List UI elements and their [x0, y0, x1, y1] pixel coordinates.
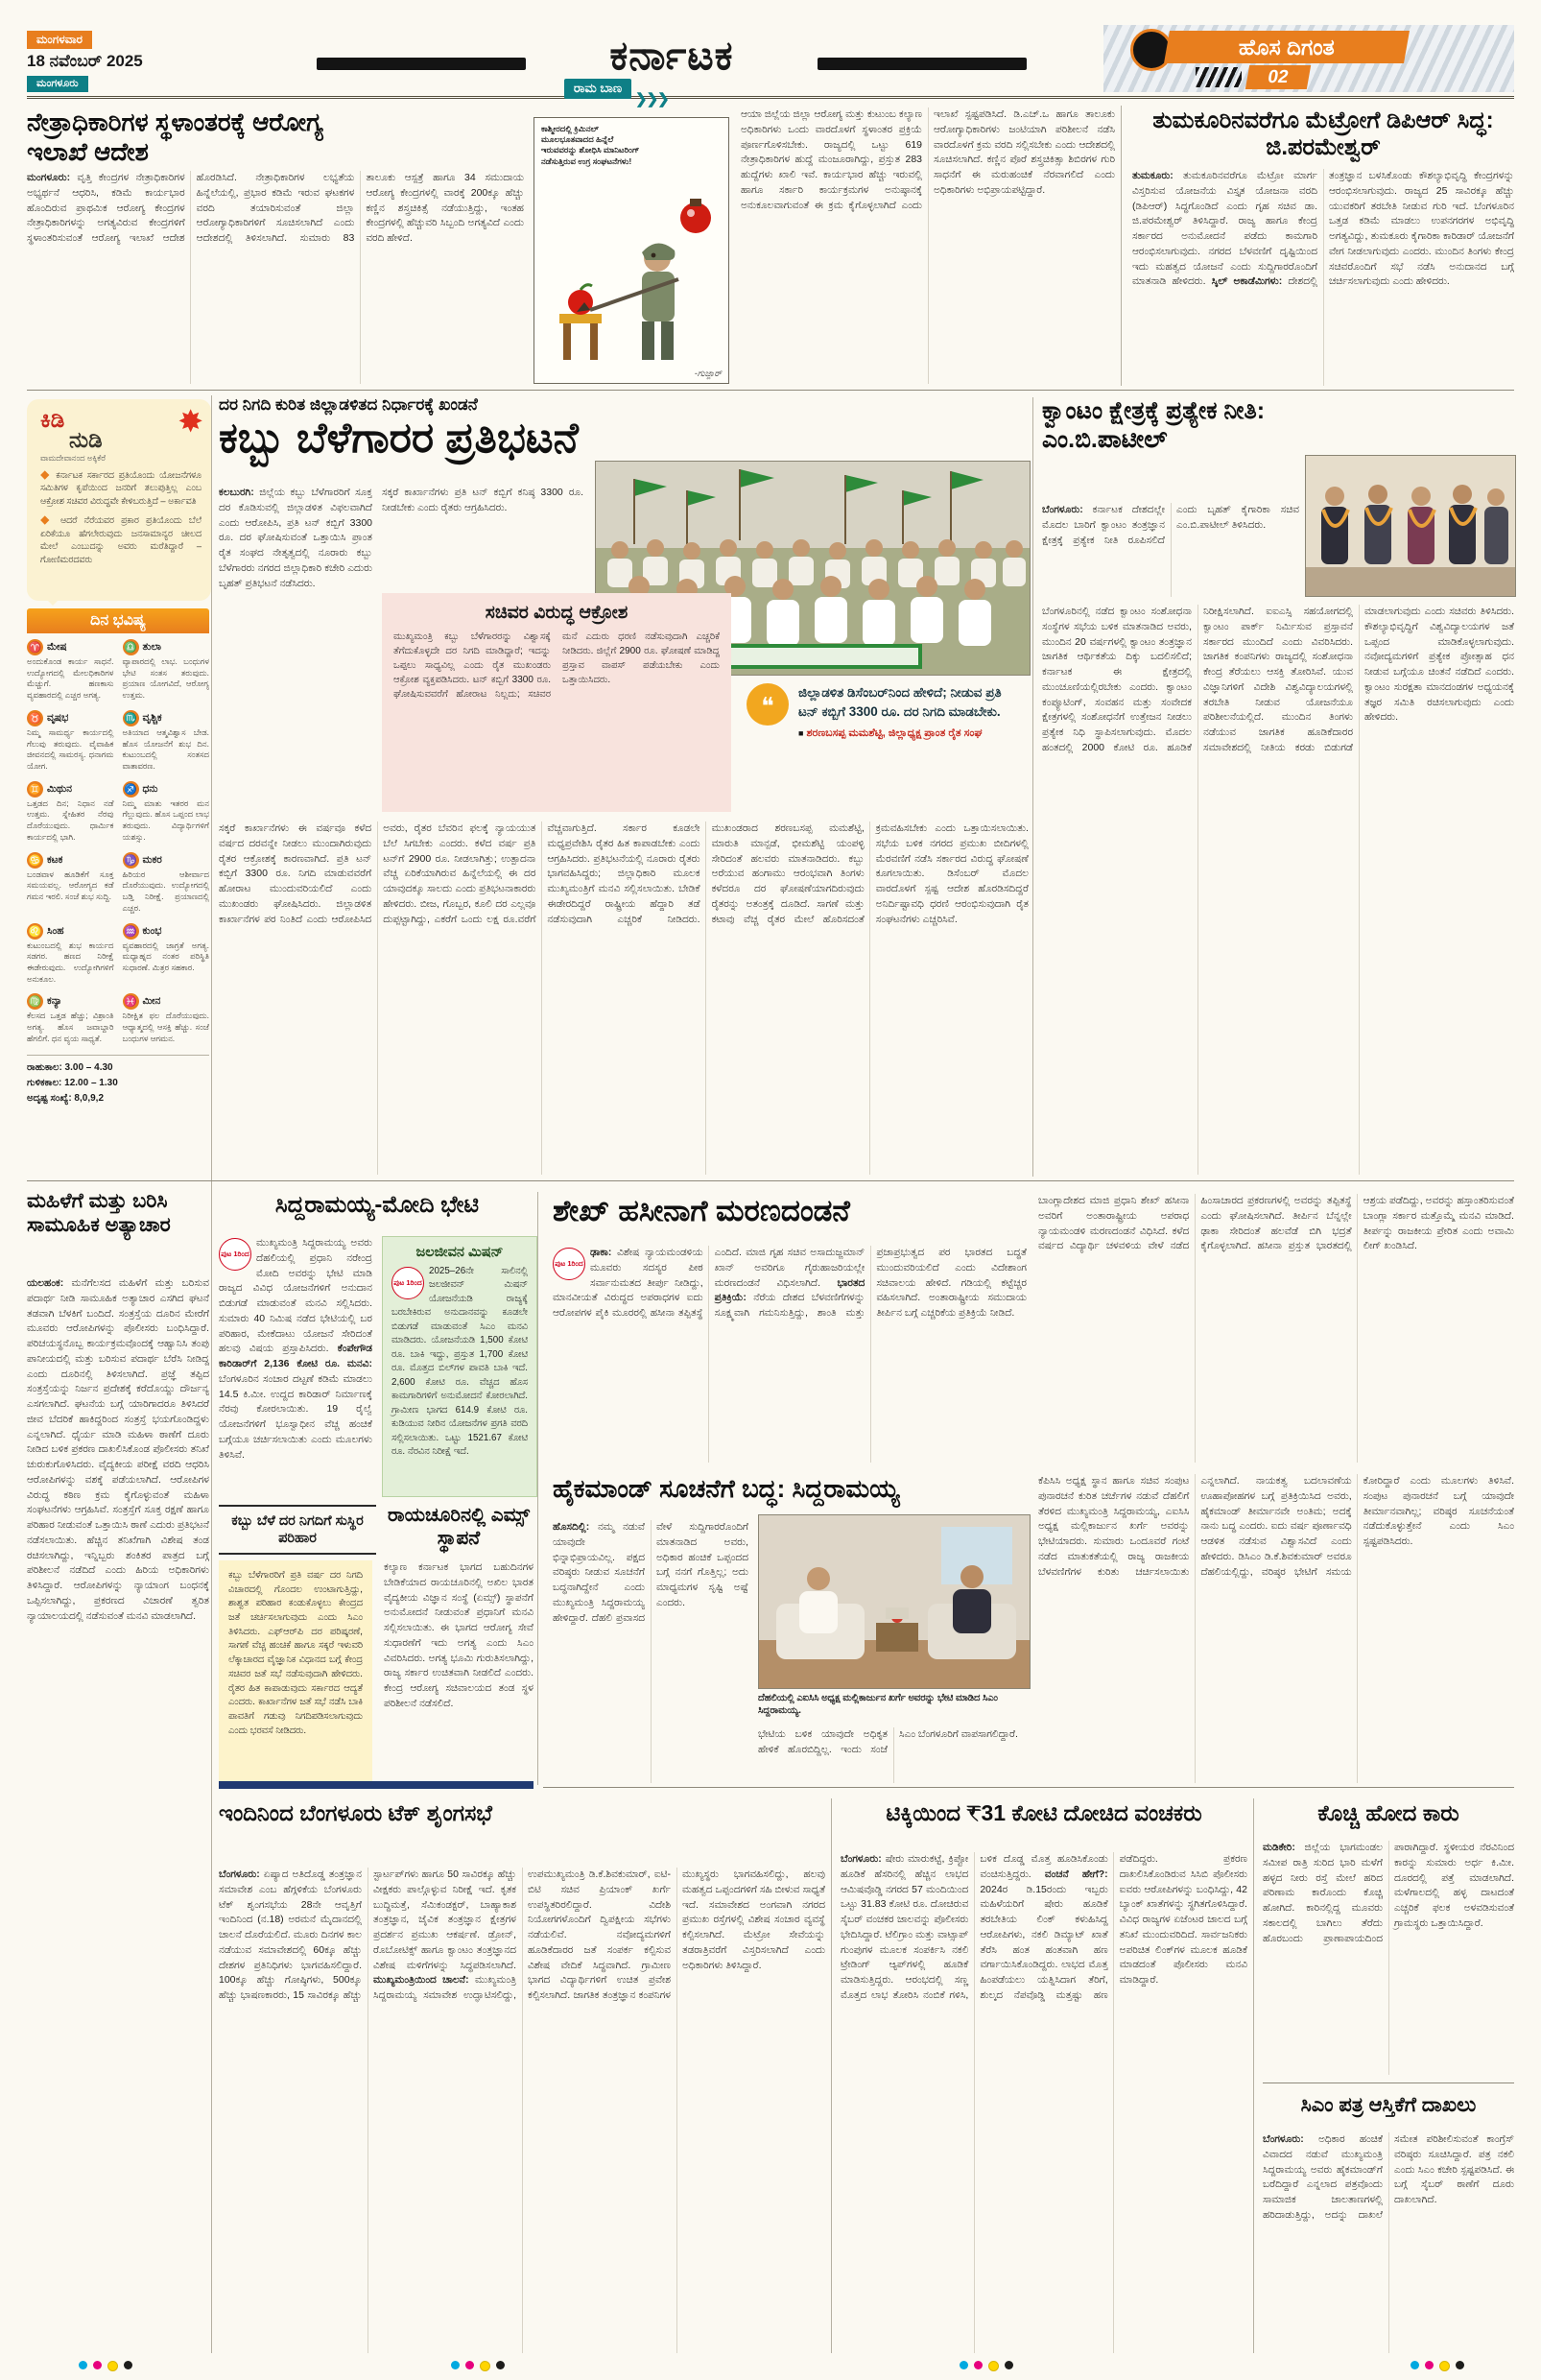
body-quantum-a: ಬೆಂಗಳೂರು: ಕರ್ನಾಟಕ ದೇಶದಲ್ಲೇ ಮೊದಲ ಬಾರಿಗೆ ಕ್ವಾಂಟಂ ತಂತ್ರಜ್ಞಾನ ಕ್ಷೇತ್ರಕ್ಕೆ ಪ್ರತ್ಯೇಕ ನೀತಿ ರೂಪಿಸಲಿದೆ ಎಂದು ಬೃಹತ್ ಕೈಗಾರಿಕಾ ಸಚಿವ ಎಂ.ಬಿ.ಪಾಟೀಲ್ ತಿಳಿಸಿದರು. — [1042, 504, 1299, 546]
body-health-2: ಆಯಾ ಜಿಲ್ಲೆಯ ಜಿಲ್ಲಾ ಆರೋಗ್ಯ ಮತ್ತು ಕುಟುಂಬ ಕಲ್ಯಾಣ ಅಧಿಕಾರಿಗಳು ಒಂದು ವಾರದೊಳಗೆ ಸ್ಥಳಾಂತರ ಪ್ರಕ್ರಿಯೆ ಪೂರ್ಣಗೊಳಿಸಬೇಕು. ರಾಜ್ಯದಲ್ಲಿ ಒಟ್ಟು 619 ನೇತ್ರಾಧಿಕಾರಿಗಳ ಹುದ್ದೆ ಮಂಜೂರಾಗಿದ್ದು, ಪ್ರಸ್ತುತ 283 ಹುದ್ದೆಗಳು ಖಾಲಿ ಇವೆ. ಕಾರ್ಯಭಾರ ಹೆಚ್ಚು ಇರುವಲ್ಲಿ ಹಾಗೂ ಸರ್ಕಾರಿ ಕಾರ್ಯಕ್ರಮಗಳ ಅನುಷ್ಠಾನಕ್ಕೆ ಅನುಕೂಲವಾಗುವಂತೆ ಈ ಕ್ರಮ ಕೈಗೊಳ್ಳಲಾಗಿದೆ ಎಂದು ಇಲಾಖೆ ಸ್ಪಷ್ಟಪಡಿಸಿದೆ. ಡಿ.ಎಚ್.ಒ ಹಾಗೂ ತಾಲೂಕು ಆರೋಗ್ಯಾಧಿಕಾರಿಗಳು ಜಂಟಿಯಾಗಿ ಪರಿಶೀಲನೆ ನಡೆಸಿ ವಾರದೊಳಗೆ ಕ್ರಮ ವರದಿ ಸಲ್ಲಿಸಬೇಕು ಎಂದು ಆದೇಶದಲ್ಲಿ ಸೂಚಿಸಲಾಗಿದೆ. ಕಣ್ಣಿನ ಪೊರೆ ಶಸ್ತ್ರಚಿಕಿತ್ಸಾ ಶಿಬಿರಗಳ ಗುರಿ ಸಾಧನೆಗೆ ಈ ಮರುಹಂಚಿಕೆ ನೆರವಾಗಲಿದೆ ಎಂದು ಅಧಿಕಾರಿಗಳು ಅಭಿಪ್ರಾಯಪಟ್ಟಿದ್ದಾರೆ. — [741, 108, 1115, 211]
headline-fraud: ಟಿಕ್ಕಿಯಿಂದ ₹31 ಕೋಟಿ ದೋಚಿದ ವಂಚಕರು — [886, 1800, 1202, 1825]
kidi-items — [40, 469, 202, 566]
registration-marks — [1411, 2361, 1464, 2371]
zodiac-name: ತುಲಾ — [142, 641, 161, 653]
zodiac-name: ಮಕರ — [142, 853, 162, 866]
headline-rape: ಮಹಿಳೆಗೆ ಮತ್ತು ಬರಿಸಿ ಸಾಮೂಹಿಕ ಅತ್ಯಾಚಾರ — [27, 1190, 171, 1236]
body-highcmd-right: ಕೆಪಿಸಿಸಿ ಅಧ್ಯಕ್ಷ ಸ್ಥಾನ ಹಾಗೂ ಸಚಿವ ಸಂಪುಟ ಪುನಾರಚನೆ ಕುರಿತ ಚರ್ಚೆಗಳ ನಡುವೆ ದೆಹಲಿಗೆ ತೆರಳಿದ ಮುಖ್ಯಮಂತ್ರಿ ಸಿದ್ದರಾಮಯ್ಯ, ಎಐಸಿಸಿ ಅಧ್ಯಕ್ಷ ಮಲ್ಲಿಕಾರ್ಜುನ ಖರ್ಗೆ ಅವರನ್ನು ಭೇಟಿಯಾದರು. ಸುಮಾರು ಒಂದೂವರೆ ಗಂಟೆ ನಡೆದ ಮಾತುಕತೆಯಲ್ಲಿ ರಾಜ್ಯ ರಾಜಕೀಯ ಬೆಳವಣಿಗೆಗಳ ಕುರಿತು ಚರ್ಚಿಸಲಾಯಿತು ಎನ್ನಲಾಗಿದೆ. ನಾಯಕತ್ವ ಬದಲಾವಣೆಯ ಊಹಾಪೋಹಗಳ ಬಗ್ಗೆ ಪ್ರತಿಕ್ರಿಯಿಸಿದ ಅವರು, ಹೈಕಮಾಂಡ್ ತೀರ್ಮಾನವೇ ಅಂತಿಮ; ಅದಕ್ಕೆ ನಾನು ಬದ್ಧ ಎಂದರು. ಐದು ವರ್ಷ ಪೂರ್ಣಾವಧಿ ಆಡಳಿತ ನಡೆಸುವ ವಿಶ್ವಾಸವಿದೆ ಎಂದು ಹೇಳಿದರು. ಡಿಸಿಎಂ ಡಿ.ಕೆ.ಶಿವಕುಮಾರ್ ಅವರೂ ದೆಹಲಿಯಲ್ಲಿದ್ದು, ವರಿಷ್ಠರ ಭೇಟಿಗೆ ಸಮಯ ಕೋರಿದ್ದಾರೆ ಎಂದು ಮೂಲಗಳು ತಿಳಿಸಿವೆ. ಸಂಪುಟ ಪುನಾರಚನೆ ಬಗ್ಗೆ ಯಾವುದೇ ತೀರ್ಮಾನವಾಗಿಲ್ಲ; ವರಿಷ್ಠರ ಸೂಚನೆಯಂತೆ ನಡೆದುಕೊಳ್ಳುತ್ತೇನೆ ಎಂದು ಸಿಎಂ ಸ್ಪಷ್ಟಪಡಿಸಿದರು. — [1038, 1475, 1514, 1578]
quote-icon — [747, 683, 789, 726]
cartoon-caption: ಕಾಶ್ಮೀರದಲ್ಲಿ ಕ್ರಿಮಿನಲ್ ಮೂಲಭೂತವಾದದ ಹಿನ್ನೆಲೆ ಇರುವವರನ್ನು ಶೋಧಿಸಿ ಮಾನಿಟರಿಂಗ್ ನಡೆಸುತ್ತಿರುವ ಉಗ್ರ ಸಂಘಟನೆಗಳು! — [541, 124, 640, 166]
headline-cmletter: ಸಿಎಂ ಪತ್ರ ಆಸ್ತಿಕೆಗೆ ದಾಖಲು — [1300, 2094, 1477, 2116]
registration-marks — [79, 2361, 132, 2371]
divider — [1263, 2082, 1514, 2083]
divider — [1253, 1798, 1254, 2353]
zodiac-icon: ♎ — [123, 639, 139, 655]
headline-highcmd: ಹೈಕಮಾಂಡ್ ಸೂಚನೆಗೆ ಬದ್ಧ: ಸಿದ್ದರಾಮಯ್ಯ — [553, 1474, 900, 1503]
horoscope-item — [123, 993, 210, 1044]
zodiac-name: ಸಿಂಹ — [47, 924, 64, 937]
headline-btech: ಇಂದಿನಿಂದ ಬೆಂಗಳೂರು ಟೆಕ್ ಶೃಂಗಸಭೆ — [219, 1800, 492, 1825]
zodiac-text: ನಿರೀಕ್ಷಿತ ಫಲ ದೊರೆಯುವುದು. ಆಧ್ಯಾತ್ಮದಲ್ಲಿ ಆಸಕ್ತಿ ಹೆಚ್ಚು. ಸಂಜೆ ಬಂಧುಗಳ ಆಗಮನ. — [122, 1011, 209, 1043]
zodiac-text: ಕೆಲಸದ ಒತ್ತಡ ಹೆಚ್ಚು; ವಿಶ್ರಾಂತಿ ಅಗತ್ಯ. ಹೊಸ ಜವಾಬ್ದಾರಿ ಹೆಗಲಿಗೆ. ಧನ ವ್ಯಯ ಸಾಧ್ಯತೆ. — [27, 1011, 114, 1043]
zodiac-name: ಕುಂಭ — [142, 924, 162, 937]
title-bar-left — [317, 58, 526, 70]
cartoon-signature: -ಗುಜ್ಜಾರ್ — [694, 369, 722, 378]
horoscope-item — [27, 852, 114, 915]
star-icon — [178, 403, 203, 440]
masthead-name: ಹೊಸ ದಿಗಂತ — [1164, 31, 1410, 63]
continued-from-page1-badge: ಪುಟ 1ರಿಂದ — [219, 1238, 251, 1271]
meeting-photo-caption: ದೆಹಲಿಯಲ್ಲಿ ಎಐಸಿಸಿ ಅಧ್ಯಕ್ಷ ಮಲ್ಲಿಕಾರ್ಜುನ ಖರ್ಗೆ ಅವರನ್ನು ಭೇಟಿ ಮಾಡಿದ ಸಿಎಂ ಸಿದ್ದರಾಮಯ್ಯ. — [758, 1693, 998, 1716]
quote-attribution: ■ ಶರಣಬಸಪ್ಪ ಮಮಶೆಟ್ಟಿ, ಜಿಲ್ಲಾಧ್ಯಕ್ಷ ಪ್ರಾಂತ ರೈತ ಸಂಘ — [798, 727, 983, 740]
body-fraud: ಬೆಂಗಳೂರು: ಷೇರು ಮಾರುಕಟ್ಟೆ, ಕ್ರಿಪ್ಟೋ ಹೂಡಿಕೆ ಹೆಸರಿನಲ್ಲಿ ಹೆಚ್ಚಿನ ಲಾಭದ ಆಮಿಷವೊಡ್ಡಿ ನಗರದ 57 ಮಂದಿಯಿಂದ ಒಟ್ಟು 31.83 ಕೋಟಿ ರೂ. ದೋಚಿರುವ ಸೈಬರ್ ವಂಚಕರ ಜಾಲವನ್ನು ಪೊಲೀಸರು ಭೇದಿಸಿದ್ದಾರೆ. ಟೆಲಿಗ್ರಾಂ ಮತ್ತು ವಾಟ್ಸಾಪ್ ಗುಂಪುಗಳ ಮೂಲಕ ಸಂಪರ್ಕಿಸಿ ನಕಲಿ ಟ್ರೇಡಿಂಗ್ ಆ್ಯಪ್‌ಗಳಲ್ಲಿ ಹೂಡಿಕೆ ಮಾಡಿಸುತ್ತಿದ್ದರು. ಆರಂಭದಲ್ಲಿ ಸಣ್ಣ ಮೊತ್ತದ ಲಾಭ ತೋರಿಸಿ ನಂಬಿಕೆ ಗಳಿಸಿ, ಬಳಿಕ ದೊಡ್ಡ ಮೊತ್ತ ಹೂಡಿಸಿಕೊಂಡು ವಂಚಿಸುತ್ತಿದ್ದರು. ವಂಚನೆ ಹೇಗೆ?: 2024ರ ಡಿ.15ರಂದು ಇಬ್ಬರು ಮಹಿಳೆಯರಿಗೆ ಷೇರು ಹೂಡಿಕೆ ತರಬೇತಿಯ ಲಿಂಕ್ ಕಳುಹಿಸಿದ್ದ ಆರೋಪಿಗಳು, ನಕಲಿ ಡಿಮ್ಯಾಟ್ ಖಾತೆ ತೆರೆಸಿ ಹಂತ ಹಂತವಾಗಿ ಹಣ ವರ್ಗಾಯಿಸಿಕೊಂಡಿದ್ದರು. ಲಾಭದ ಮೊತ್ತ ಹಿಂಪಡೆಯಲು ಯತ್ನಿಸಿದಾಗ ತೆರಿಗೆ, ಶುಲ್ಕದ ನೆಪವೊಡ್ಡಿ ಮತ್ತಷ್ಟು ಹಣ ಪಡೆದಿದ್ದರು. ಪ್ರಕರಣ ದಾಖಲಿಸಿಕೊಂಡಿರುವ ಸಿಸಿಬಿ ಪೊಲೀಸರು ಐವರು ಆರೋಪಿಗಳನ್ನು ಬಂಧಿಸಿದ್ದು, 42 ಬ್ಯಾಂಕ್ ಖಾತೆಗಳನ್ನು ಸ್ಥಗಿತಗೊಳಿಸಿದ್ದಾರೆ. ವಿವಿಧ ರಾಜ್ಯಗಳ ಏಜೆಂಟರ ಜಾಲದ ಬಗ್ಗೆ ತನಿಖೆ ಮುಂದುವರಿದಿದೆ. ಸಾರ್ವಜನಿಕರು ಅಪರಿಚಿತ ಲಿಂಕ್‌ಗಳ ಮೂಲಕ ಹೂಡಿಕೆ ಮಾಡದಂತೆ ಪೊಲೀಸರು ಮನವಿ ಮಾಡಿದ್ದಾರೆ. — [841, 1853, 1247, 2001]
zodiac-name: ಕಟಕ — [47, 853, 63, 866]
rahu-kala: ರಾಹುಕಾಲ: 3.00 – 4.30 — [27, 1061, 113, 1073]
body-car: ಮಡಿಕೇರಿ: ಜಿಲ್ಲೆಯ ಭಾಗಮಂಡಲ ಸಮೀಪ ರಾತ್ರಿ ಸುರಿದ ಭಾರಿ ಮಳೆಗೆ ಹಳ್ಳದ ನೀರು ರಸ್ತೆ ಮೇಲೆ ಹರಿದ ಪರಿಣಾಮ ಕಾರೊಂದು ಕೊಚ್ಚಿ ಹೋಗಿದೆ. ಕಾರಿನಲ್ಲಿದ್ದ ಮೂವರು ಸಕಾಲದಲ್ಲಿ ಬಾಗಿಲು ತೆರೆದು ಹೊರಬಂದು ಪ್ರಾಣಾಪಾಯದಿಂದ ಪಾರಾಗಿದ್ದಾರೆ. ಸ್ಥಳೀಯರ ನೆರವಿನಿಂದ ಕಾರನ್ನು ಸುಮಾರು ಅರ್ಧ ಕಿ.ಮೀ. ದೂರದಲ್ಲಿ ಪತ್ತೆ ಮಾಡಲಾಗಿದೆ. ಮಳೆಗಾಲದಲ್ಲಿ ಹಳ್ಳ ದಾಟದಂತೆ ಎಚ್ಚರಿಕೆ ಫಲಕ ಅಳವಡಿಸುವಂತೆ ಗ್ರಾಮಸ್ಥರು ಒತ್ತಾಯಿಸಿದ್ದಾರೆ. — [1263, 1842, 1514, 1944]
headline-health: ನೇತ್ರಾಧಿಕಾರಿಗಳ ಸ್ಥಳಾಂತರಕ್ಕೆ ಆರೋಗ್ಯ ಇಲಾಖೆ ಆದೇಶ — [27, 107, 323, 166]
horoscope-title: ದಿನ ಭವಿಷ್ಯ — [27, 608, 209, 633]
zodiac-text: ಅಂದುಕೊಂಡ ಕಾರ್ಯ ಸಾಧನೆ. ಉದ್ಯೋಗದಲ್ಲಿ ಮೇಲಧಿಕಾರಿಗಳ ಮೆಚ್ಚುಗೆ. ಹಣಕಾಸು ವ್ಯವಹಾರದಲ್ಲಿ ಎಚ್ಚರ ಅಗತ್ಯ. — [27, 656, 114, 701]
zodiac-icon: ♒ — [123, 923, 139, 940]
title-bar-right — [818, 58, 1027, 70]
zodiac-icon: ♌ — [27, 923, 43, 940]
zodiac-icon: ♐ — [123, 781, 139, 797]
horoscope-grid — [27, 633, 209, 1051]
headline-car: ಕೊಚ್ಚಿ ಹೋದ ಕಾರು — [1317, 1800, 1459, 1825]
body-metro: ತುಮಕೂರು: ತುಮಕೂರಿನವರೆಗೂ ಮೆಟ್ರೋ ಮಾರ್ಗ ವಿಸ್ತರಿಸುವ ಯೋಜನೆಯ ವಿಸ್ತೃತ ಯೋಜನಾ ವರದಿ (ಡಿಪಿಆರ್) ಸಿದ್ಧಗೊಂಡಿದೆ ಎಂದು ಗೃಹ ಸಚಿವ ಡಾ. ಜಿ.ಪರಮೇಶ್ವರ್ ತಿಳಿಸಿದ್ದಾರೆ. ರಾಜ್ಯ ಹಾಗೂ ಕೇಂದ್ರ ಸರ್ಕಾರದ ಅನುಮೋದನೆ ಪಡೆದು ಕಾಮಗಾರಿ ಆರಂಭಿಸಲಾಗುವುದು. ನಗರದ ಬೆಳವಣಿಗೆ ದೃಷ್ಟಿಯಿಂದ ಇದು ಮಹತ್ವದ ಯೋಜನೆ ಎಂದು ಸುದ್ದಿಗಾರರೊಂದಿಗೆ ಮಾತನಾಡಿ ಹೇಳಿದರು. ಸ್ಕಿಲ್ ಅಕಾಡೆಮಿಗಳು: ದೇಶದಲ್ಲಿ ತಂತ್ರಜ್ಞಾನ ಬಳಸಿಕೊಂಡು ಕೌಶಲ್ಯಾಭಿವೃದ್ಧಿ ಕೇಂದ್ರಗಳನ್ನು ಆರಂಭಿಸಲಾಗುವುದು. ರಾಜ್ಯದ 25 ಸಾವಿರಕ್ಕೂ ಹೆಚ್ಚು ಯುವಕರಿಗೆ ತರಬೇತಿ ನೀಡುವ ಗುರಿ ಇದೆ. ಬೆಂಗಳೂರಿನ ಒತ್ತಡ ಕಡಿಮೆ ಮಾಡಲು ಉಪನಗರಗಳ ಅಭಿವೃದ್ಧಿ ಅಗತ್ಯವಿದ್ದು, ತುಮಕೂರು ಕೈಗಾರಿಕಾ ಕಾರಿಡಾರ್ ಯೋಜನೆಗೆ ವೇಗ ನೀಡಲಾಗುವುದು ಎಂದರು. ಮುಂದಿನ ತಿಂಗಳು ಕೇಂದ್ರ ಸಚಿವರೊಂದಿಗೆ ಸಭೆ ನಡೆಸಿ ಅನುದಾನದ ಬಗ್ಗೆ ಚರ್ಚಿಸಲಾಗುವುದು ಎಂದು ಹೇಳಿದರು. — [1132, 170, 1514, 288]
zodiac-name: ವೃಶ್ಚಿಕ — [142, 711, 162, 724]
zodiac-name: ಮಿಥುನ — [47, 782, 72, 795]
zodiac-icon: ♋ — [27, 852, 43, 869]
cartoon-tag: ರಾಮ ಬಾಣ — [564, 79, 631, 99]
body-btech: ಬೆಂಗಳೂರು: ಏಷ್ಯಾದ ಅತಿದೊಡ್ಡ ತಂತ್ರಜ್ಞಾನ ಸಮಾವೇಶ ಎಂಬ ಹೆಗ್ಗಳಿಕೆಯ ಬೆಂಗಳೂರು ಟೆಕ್ ಶೃಂಗಸಭೆಯ 28ನೇ ಆವೃತ್ತಿಗೆ ಇಂದಿನಿಂದ (ನ.18) ಅರಮನೆ ಮೈದಾನದಲ್ಲಿ ಚಾಲನೆ ದೊರೆಯಲಿದೆ. ಮೂರು ದಿನಗಳ ಕಾಲ ನಡೆಯುವ ಸಮಾವೇಶದಲ್ಲಿ 60ಕ್ಕೂ ಹೆಚ್ಚು ದೇಶಗಳ ಪ್ರತಿನಿಧಿಗಳು ಭಾಗವಹಿಸಲಿದ್ದಾರೆ. 100ಕ್ಕೂ ಹೆಚ್ಚು ಗೋಷ್ಠಿಗಳು, 500ಕ್ಕೂ ಹೆಚ್ಚು ಭಾಷಣಕಾರರು, 15 ಸಾವಿರಕ್ಕೂ ಹೆಚ್ಚು ಸ್ಟಾರ್ಟಪ್‌ಗಳು ಹಾಗೂ 50 ಸಾವಿರಕ್ಕೂ ಹೆಚ್ಚು ವೀಕ್ಷಕರು ಪಾಲ್ಗೊಳ್ಳುವ ನಿರೀಕ್ಷೆ ಇದೆ. ಕೃತಕ ಬುದ್ಧಿಮತ್ತೆ, ಸೆಮಿಕಂಡಕ್ಟರ್, ಬಾಹ್ಯಾಕಾಶ ತಂತ್ರಜ್ಞಾನ, ಜೈವಿಕ ತಂತ್ರಜ್ಞಾನ ಕ್ಷೇತ್ರಗಳ ಪ್ರದರ್ಶನ ಪ್ರಮುಖ ಆಕರ್ಷಣೆ. ಡ್ರೋನ್, ರೊಬೋಟಿಕ್ಸ್ ಹಾಗೂ ಕ್ವಾಂಟಂ ತಂತ್ರಜ್ಞಾನದ ವಿಶೇಷ ಮಳಿಗೆಗಳನ್ನು ಸಿದ್ಧಪಡಿಸಲಾಗಿದೆ. ಮುಖ್ಯಮಂತ್ರಿಯಿಂದ ಚಾಲನೆ: ಮುಖ್ಯಮಂತ್ರಿ ಸಿದ್ದರಾಮಯ್ಯ ಸಮಾವೇಶ ಉದ್ಘಾಟಿಸಲಿದ್ದು, ಉಪಮುಖ್ಯಮಂತ್ರಿ ಡಿ.ಕೆ.ಶಿವಕುಮಾರ್, ಐಟಿ-ಬಿಟಿ ಸಚಿವ ಪ್ರಿಯಾಂಕ್ ಖರ್ಗೆ ಉಪಸ್ಥಿತರಿರಲಿದ್ದಾರೆ. ವಿದೇಶಿ ನಿಯೋಗಗಳೊಂದಿಗೆ ದ್ವಿಪಕ್ಷೀಯ ಸಭೆಗಳು ನಡೆಯಲಿವೆ. ನವೋದ್ಯಮಗಳಿಗೆ ಹೂಡಿಕೆದಾರರ ಜತೆ ಸಂಪರ್ಕ ಕಲ್ಪಿಸುವ ವಿಶೇಷ ವೇದಿಕೆ ಸಿದ್ಧವಾಗಿದೆ. ಗ್ರಾಮೀಣ ಭಾಗದ ವಿದ್ಯಾರ್ಥಿಗಳಿಗೆ ಉಚಿತ ಪ್ರವೇಶ ಕಲ್ಪಿಸಲಾಗಿದೆ. ಜಾಗತಿಕ ತಂತ್ರಜ್ಞಾನ ಕಂಪನಿಗಳ ಮುಖ್ಯಸ್ಥರು ಭಾಗವಹಿಸಲಿದ್ದು, ಹಲವು ಮಹತ್ವದ ಒಪ್ಪಂದಗಳಿಗೆ ಸಹಿ ಬೀಳುವ ಸಾಧ್ಯತೆ ಇದೆ. ಸಮಾವೇಶದ ಅಂಗವಾಗಿ ನಗರದ ಪ್ರಮುಖ ರಸ್ತೆಗಳಲ್ಲಿ ವಿಶೇಷ ಸಂಚಾರ ವ್ಯವಸ್ಥೆ ಕಲ್ಪಿಸಲಾಗಿದೆ. ಮೆಟ್ರೋ ಸೇವೆಯನ್ನು ತಡರಾತ್ರಿವರೆಗೆ ವಿಸ್ತರಿಸಲಾಗಿದೆ ಎಂದು ಅಧಿಕಾರಿಗಳು ತಿಳಿಸಿದ್ದಾರೆ. — [219, 1868, 825, 2001]
masthead — [1103, 25, 1514, 92]
zodiac-icon: ♍ — [27, 993, 43, 1010]
zodiac-icon: ♑ — [123, 852, 139, 869]
zodiac-icon: ♏ — [123, 710, 139, 726]
zodiac-text: ಅತಿಯಾದ ಆತ್ಮವಿಶ್ವಾಸ ಬೇಡ. ಹೊಸ ಯೋಜನೆಗೆ ಶುಭ ದಿನ. ಕುಟುಂಬದಲ್ಲಿ ಸಂತಸದ ವಾತಾವರಣ. — [122, 726, 209, 772]
zodiac-text: ನಿಮ್ಮ ಮಾತು ಇತರರ ಮನ ಗೆಲ್ಲುವುದು. ಹೊಸ ಒಪ್ಪಂದ ಲಾಭ ತರುವುದು. ವಿದ್ಯಾರ್ಥಿಗಳಿಗೆ ಯಶಸ್ಸು. — [122, 797, 209, 842]
zodiac-text: ಬಂಡವಾಳ ಹೂಡಿಕೆಗೆ ಸೂಕ್ತ ಸಮಯವಲ್ಲ. ಆರೋಗ್ಯದ ಕಡೆ ಗಮನ ಇರಲಿ. ಸಂಜೆ ಶುಭ ಸುದ್ದಿ. — [27, 869, 114, 902]
horoscope-item — [27, 993, 114, 1044]
body-hasina-a: ಬಾಂಗ್ಲಾದೇಶದ ಮಾಜಿ ಪ್ರಧಾನಿ ಶೇಖ್ ಹಸೀನಾ ಅವರಿಗೆ ಅಂತಾರಾಷ್ಟ್ರೀಯ ಅಪರಾಧ ನ್ಯಾಯಮಂಡಳಿ ಮರಣದಂಡನೆ ವಿಧಿಸಿದೆ. ಕಳೆದ ವರ್ಷದ ವಿದ್ಯಾರ್ಥಿ ಚಳವಳಿಯ ವೇಳೆ ನಡೆದ ಹಿಂಸಾಚಾರದ ಪ್ರಕರಣಗಳಲ್ಲಿ ಅವರನ್ನು ತಪ್ಪಿತಸ್ಥೆ ಎಂದು ಘೋಷಿಸಲಾಗಿದೆ. ತೀರ್ಪಿನ ಬೆನ್ನಲ್ಲೇ ಢಾಕಾ ಸೇರಿದಂತೆ ಹಲವೆಡೆ ಬಿಗಿ ಭದ್ರತೆ ಕೈಗೊಳ್ಳಲಾಗಿದೆ. ಹಸೀನಾ ಪ್ರಸ್ತುತ ಭಾರತದಲ್ಲಿ ಆಶ್ರಯ ಪಡೆದಿದ್ದು, ಅವರನ್ನು ಹಸ್ತಾಂತರಿಸುವಂತೆ ಬಾಂಗ್ಲಾ ಸರ್ಕಾರ ಮತ್ತೊಮ್ಮೆ ಮನವಿ ಮಾಡಿದೆ. ತೀರ್ಪನ್ನು ರಾಜಕೀಯ ಪ್ರೇರಿತ ಎಂದು ಅವಾಮಿ ಲೀಗ್ ಖಂಡಿಸಿದೆ. — [1038, 1195, 1514, 1252]
horoscope-footer — [27, 1055, 209, 1107]
zodiac-text: ವ್ಯಾಪಾರದಲ್ಲಿ ಲಾಭ. ಬಂಧುಗಳ ಭೇಟಿ ಸಂತಸ ತರುವುದು. ಪ್ರಯಾಣ ಯೋಗವಿದೆ, ಆರೋಗ್ಯ ಉತ್ತಮ. — [122, 656, 209, 701]
registration-marks — [451, 2361, 505, 2371]
sugarfix-title: ಕಬ್ಬು ಬೆಳೆ ದರ ನಿಗದಿಗೆ ಸುಸ್ಥಿರ ಪರಿಹಾರ — [219, 1505, 376, 1555]
body-highcmd-left: ಹೊಸದಿಲ್ಲಿ: ನಮ್ಮ ನಡುವೆ ಯಾವುದೇ ಭಿನ್ನಾಭಿಪ್ರಾಯವಿಲ್ಲ. ಪಕ್ಷದ ವರಿಷ್ಠರು ನೀಡುವ ಸೂಚನೆಗೆ ಬದ್ಧನಾಗಿದ್ದೇನೆ ಎಂದು ಮುಖ್ಯಮಂತ್ರಿ ಸಿದ್ದರಾಮಯ್ಯ ಹೇಳಿದ್ದಾರೆ. ದೆಹಲಿ ಪ್ರವಾಸದ ವೇಳೆ ಸುದ್ದಿಗಾರರೊಂದಿಗೆ ಮಾತನಾಡಿದ ಅವರು, ಅಧಿಕಾರ ಹಂಚಿಕೆ ಒಪ್ಪಂದದ ಬಗ್ಗೆ ನನಗೆ ಗೊತ್ತಿಲ್ಲ; ಅದು ಮಾಧ್ಯಮಗಳ ಸೃಷ್ಟಿ ಅಷ್ಟೆ ಎಂದರು. — [553, 1521, 748, 1624]
body-quantum-b: ಬೆಂಗಳೂರಿನಲ್ಲಿ ನಡೆದ ಕ್ವಾಂಟಂ ಸಂಶೋಧನಾ ಸಂಸ್ಥೆಗಳ ಸಭೆಯ ಬಳಿಕ ಮಾತನಾಡಿದ ಅವರು, ಮುಂದಿನ 20 ವರ್ಷಗಳಲ್ಲಿ ಕ್ವಾಂಟಂ ತಂತ್ರಜ್ಞಾನ ಜಾಗತಿಕ ಆರ್ಥಿಕತೆಯ ದಿಕ್ಕು ಬದಲಿಸಲಿದೆ; ಕರ್ನಾಟಕ ಈ ಕ್ಷೇತ್ರದಲ್ಲಿ ಮುಂಚೂಣಿಯಲ್ಲಿರಬೇಕು ಎಂದರು. ಕ್ವಾಂಟಂ ಕಂಪ್ಯೂಟಿಂಗ್, ಸಂವಹನ ಮತ್ತು ಸಂವೇದಕ ಕ್ಷೇತ್ರಗಳಲ್ಲಿ ಸಂಶೋಧನೆಗೆ ಉತ್ತೇಜನ ನೀಡಲು ಪ್ರತ್ಯೇಕ ನಿಧಿ ಸ್ಥಾಪಿಸಲಾಗುವುದು. ಮೊದಲ ಹಂತದಲ್ಲಿ 2000 ಕೋಟಿ ರೂ. ಹೂಡಿಕೆ ನಿರೀಕ್ಷಿಸಲಾಗಿದೆ. ಐಐಎಸ್ಸಿ ಸಹಯೋಗದಲ್ಲಿ ಕ್ವಾಂಟಂ ಪಾರ್ಕ್ ನಿರ್ಮಿಸುವ ಪ್ರಸ್ತಾವನೆ ಸರ್ಕಾರದ ಮುಂದಿದೆ ಎಂದು ವಿವರಿಸಿದರು. ಜಾಗತಿಕ ಕಂಪನಿಗಳು ರಾಜ್ಯದಲ್ಲಿ ಸಂಶೋಧನಾ ಕೇಂದ್ರ ತೆರೆಯಲು ಆಸಕ್ತಿ ತೋರಿಸಿವೆ. ಯುವ ವಿಜ್ಞಾನಿಗಳಿಗೆ ವಿದೇಶಿ ವಿಶ್ವವಿದ್ಯಾಲಯಗಳಲ್ಲಿ ತರಬೇತಿ ನೀಡುವ ಯೋಜನೆಯೂ ಪರಿಶೀಲನೆಯಲ್ಲಿದೆ. ಮುಂದಿನ ತಿಂಗಳು ನಡೆಯುವ ಜಾಗತಿಕ ಹೂಡಿಕೆದಾರರ ಸಮಾವೇಶದಲ್ಲಿ ನೀತಿಯ ಕರಡು ಬಿಡುಗಡೆ ಮಾಡಲಾಗುವುದು ಎಂದು ಸಚಿವರು ತಿಳಿಸಿದರು. ಕೌಶಲ್ಯಾಭಿವೃದ್ಧಿಗೆ ವಿಶ್ವವಿದ್ಯಾಲಯಗಳ ಜತೆ ಒಪ್ಪಂದ ಮಾಡಿಕೊಳ್ಳಲಾಗುವುದು. ನವೋದ್ಯಮಗಳಿಗೆ ಪ್ರತ್ಯೇಕ ಪ್ರೋತ್ಸಾಹ ಧನ ನೀಡುವ ಬಗ್ಗೆಯೂ ಚಿಂತನೆ ನಡೆದಿದೆ ಎಂದರು. ಕ್ವಾಂಟಂ ಸುರಕ್ಷತಾ ಮಾನದಂಡಗಳ ಅಧ್ಯಯನಕ್ಕೆ ತಜ್ಞರ ಸಮಿತಿ ರಚಿಸಲಾಗುವುದು ಎಂದು ಹೇಳಿದರು. — [1042, 606, 1514, 753]
kidi-title-1: ಕಿಡಿ — [40, 407, 65, 432]
body-highcmd-center: ಭೇಟಿಯ ಬಳಿಕ ಯಾವುದೇ ಅಧಿಕೃತ ಹೇಳಿಕೆ ಹೊರಬಿದ್ದಿಲ್ಲ. ಇಂದು ಸಂಜೆ ಸಿಎಂ ಬೆಂಗಳೂರಿಗೆ ವಾಪಸಾಗಲಿದ್ದಾರೆ. — [758, 1728, 1018, 1755]
zodiac-icon: ♈ — [27, 639, 43, 655]
body-cmletter: ಬೆಂಗಳೂರು: ಅಧಿಕಾರ ಹಂಚಿಕೆ ವಿವಾದದ ನಡುವೆ ಮುಖ್ಯಮಂತ್ರಿ ಸಿದ್ದರಾಮಯ್ಯ ಅವರು ಹೈಕಮಾಂಡ್‌ಗೆ ಬರೆದಿದ್ದಾರೆ ಎನ್ನಲಾದ ಪತ್ರವೊಂದು ಸಾಮಾಜಿಕ ಜಾಲತಾಣಗಳಲ್ಲಿ ಹರಿದಾಡುತ್ತಿದ್ದು, ಅದನ್ನು ದಾಖಲೆ ಸಮೇತ ಪರಿಶೀಲಿಸುವಂತೆ ಕಾಂಗ್ರೆಸ್ ವರಿಷ್ಠರು ಸೂಚಿಸಿದ್ದಾರೆ. ಪತ್ರ ನಕಲಿ ಎಂದು ಸಿಎಂ ಕಚೇರಿ ಸ್ಪಷ್ಟಪಡಿಸಿದೆ. ಈ ಬಗ್ಗೆ ಸೈಬರ್ ಠಾಣೆಗೆ ದೂರು ದಾಖಲಾಗಿದೆ. — [1263, 2133, 1514, 2221]
divider — [211, 395, 212, 2353]
sugarfix-body: ಕಬ್ಬು ಬೆಳೆಗಾರರಿಗೆ ಪ್ರತಿ ವರ್ಷ ದರ ನಿಗದಿ ವಿಚಾರದಲ್ಲಿ ಗೊಂದಲ ಉಂಟಾಗುತ್ತಿದ್ದು, ಶಾಶ್ವತ ಪರಿಹಾರ ಕಂಡುಕೊಳ್ಳಲು ಕೇಂದ್ರದ ಜತೆ ಚರ್ಚಿಸಲಾಗುವುದು ಎಂದು ಸಿಎಂ ತಿಳಿಸಿದರು. ಎಫ್‌ಆರ್‌ಪಿ ದರ ಪರಿಷ್ಕರಣೆ, ಸಾಗಣೆ ವೆಚ್ಚ ಹಂಚಿಕೆ ಹಾಗೂ ಸಕ್ಕರೆ ಇಳುವರಿ ಲೆಕ್ಕಾಚಾರದ ವೈಜ್ಞಾನಿಕ ವಿಧಾನದ ಬಗ್ಗೆ ಕೇಂದ್ರ ಸಚಿವರ ಜತೆ ಸಭೆ ನಡೆಸುವುದಾಗಿ ಹೇಳಿದರು. ರೈತರ ಹಿತ ಕಾಪಾಡುವುದು ಸರ್ಕಾರದ ಆದ್ಯತೆ ಎಂದರು. ಕಾರ್ಖಾನೆಗಳ ಜತೆ ಸಭೆ ನಡೆಸಿ ಬಾಕಿ ಪಾವತಿಗೆ ಗಡುವು ನಿಗದಿಪಡಿಸಲಾಗುವುದು ಎಂದು ಭರವಸೆ ನೀಡಿದರು. — [219, 1560, 372, 1787]
jal-jeevan-body: ಪುಟ 1ರಿಂದ 2025–26ನೇ ಸಾಲಿನಲ್ಲಿ ಜಲಜೀವನ್ ಮಿಷನ್ ಯೋಜನೆಯಡಿ ರಾಜ್ಯಕ್ಕೆ ಬರಬೇಕಿರುವ ಅನುದಾನವನ್ನು ಕೂಡಲೇ ಬಿಡುಗಡೆ ಮಾಡುವಂತೆ ಸಿಎಂ ಮನವಿ ಮಾಡಿದರು. ಯೋಜನೆಯಡಿ 1,500 ಕೋಟಿ ರೂ. ಬಾಕಿ ಇದ್ದು, ಪ್ರಸ್ತುತ 1,700 ಕೋಟಿ ರೂ. ಮೊತ್ತದ ಬಿಲ್‌ಗಳ ಪಾವತಿ ಬಾಕಿ ಇದೆ. 2,600 ಕೋಟಿ ರೂ. ವೆಚ್ಚದ ಹೊಸ ಕಾಮಗಾರಿಗಳಿಗೆ ಅನುಮೋದನೆ ಕೋರಲಾಗಿದೆ. ಗ್ರಾಮೀಣ ಭಾಗದ 614.9 ಕೋಟಿ ರೂ. ಕುಡಿಯುವ ನೀರಿನ ಯೋಜನೆಗಳ ಪ್ರಗತಿ ವರದಿ ಸಲ್ಲಿಸಲಾಯಿತು. ಒಟ್ಟು 1521.67 ಕೋಟಿ ರೂ. ನೆರವಿನ ನಿರೀಕ್ಷೆ ಇದೆ. — [391, 1266, 528, 1458]
headline-hasina: ಶೇಖ್ ಹಸೀನಾಗೆ ಮರಣದಂಡನೆ — [553, 1194, 850, 1227]
headline-aiims: ರಾಯಚೂರಿನಲ್ಲಿ ಎಮ್ಸ್ ಸ್ಥಾಪನೆ — [387, 1505, 531, 1549]
meeting-photo-drawing — [759, 1515, 1030, 1688]
headline-sidmodi: ಸಿದ್ದರಾಮಯ್ಯ-ಮೋದಿ ಭೇಟಿ — [274, 1192, 480, 1218]
continued-from-page1-badge: ಪುಟ 1ರಿಂದ — [391, 1267, 424, 1299]
date-text: 18 ನವೆಂಬರ್ 2025 — [27, 52, 143, 70]
horoscope-item — [123, 852, 210, 915]
header-rule — [27, 96, 1514, 99]
horoscope-item — [27, 923, 114, 986]
zodiac-text: ಕುಟುಂಬದಲ್ಲಿ ಶುಭ ಕಾರ್ಯದ ಸಡಗರ. ಹಣದ ನಿರೀಕ್ಷೆ ಈಡೇರುವುದು. ಉದ್ಯೋಗಿಗಳಿಗೆ ಅನುಕೂಲ. — [27, 940, 114, 984]
divider — [1032, 397, 1033, 1177]
zodiac-name: ಕನ್ಯಾ — [47, 995, 62, 1008]
zodiac-icon: ♊ — [27, 781, 43, 797]
horoscope-item — [27, 781, 114, 844]
section-bar — [219, 1781, 533, 1789]
divider — [537, 1192, 538, 1785]
zodiac-text: ನಿಮ್ಮ ಸಾಮರ್ಥ್ಯ ಕಾರ್ಯದಲ್ಲಿ ಗೆಲುವು ತರುವುದು. ವೈವಾಹಿಕ ಜೀವನದಲ್ಲಿ ಸಾಮರಸ್ಯ. ಧನಾಗಮ ಯೋಗ. — [27, 726, 114, 772]
headline-quantum: ಕ್ವಾಂಟಂ ಕ್ಷೇತ್ರಕ್ಕೆ ಪ್ರತ್ಯೇಕ ನೀತಿ: ಎಂ.ಬಿ.ಪಾಟೀಲ್ — [1042, 397, 1266, 453]
zodiac-text: ಹಿರಿಯರ ಆಶೀರ್ವಾದ ದೊರೆಯುವುದು. ಉದ್ಯೋಗದಲ್ಲಿ ಬಡ್ತಿ ನಿರೀಕ್ಷೆ. ಪ್ರಯಾಣದಲ್ಲಿ ಎಚ್ಚರ. — [122, 869, 209, 913]
city-badge: ಮಂಗಳೂರು — [27, 76, 88, 92]
kidi-author: ವಾಮದೇವಾನಂದ ಅಕ್ಕಿಕೆರೆ — [40, 453, 106, 463]
body-sidmodi: ಪುಟ 1ರಿಂದ ಮುಖ್ಯಮಂತ್ರಿ ಸಿದ್ದರಾಮಯ್ಯ ಅವರು ದೆಹಲಿಯಲ್ಲಿ ಪ್ರಧಾನಿ ನರೇಂದ್ರ ಮೋದಿ ಅವರನ್ನು ಭೇಟಿ ಮಾಡಿ ರಾಜ್ಯದ ವಿವಿಧ ಯೋಜನೆಗಳಿಗೆ ಅನುದಾನ ಬಿಡುಗಡೆ ಮಾಡುವಂತೆ ಮನವಿ ಸಲ್ಲಿಸಿದರು. ಸುಮಾರು 40 ನಿಮಿಷ ನಡೆದ ಭೇಟಿಯಲ್ಲಿ ಬರ ಪರಿಹಾರ, ಮೇಕೆದಾಟು ಯೋಜನೆ ಸೇರಿದಂತೆ ಹಲವು ವಿಷಯ ಪ್ರಸ್ತಾಪಿಸಿದರು. ಕೆಂಪೇಗೌಡ ಕಾರಿಡಾರ್‌ಗೆ 2,136 ಕೋಟಿ ರೂ. ಮನವಿ: ಬೆಂಗಳೂರಿನ ಸಂಚಾರ ದಟ್ಟಣೆ ಕಡಿಮೆ ಮಾಡಲು 14.5 ಕಿ.ಮೀ. ಉದ್ದದ ಕಾರಿಡಾರ್ ನಿರ್ಮಾಣಕ್ಕೆ ನೆರವು ಕೋರಲಾಯಿತು. 19 ರೈಲ್ವೆ ಯೋಜನೆಗಳಿಗೆ ಭೂಸ್ವಾಧೀನ ವೆಚ್ಚ ಹಂಚಿಕೆ ಬಗ್ಗೆಯೂ ಚರ್ಚಿಸಲಾಯಿತು ಎಂದು ಮೂಲಗಳು ತಿಳಿಸಿವೆ. — [219, 1237, 372, 1461]
date-block — [27, 31, 143, 92]
horoscope-item — [27, 639, 114, 702]
chevrons-icon: ❯❯❯ — [635, 91, 669, 107]
zodiac-icon: ♉ — [27, 710, 43, 726]
meeting-photo — [758, 1514, 1031, 1689]
zodiac-icon: ♓ — [123, 993, 139, 1010]
zodiac-name: ವೃಷಭ — [47, 711, 69, 724]
horoscope-item — [123, 639, 210, 702]
kicker-sugarcane: ದರ ನಿಗದಿ ಕುರಿತ ಜಿಲ್ಲಾಡಳಿತದ ನಿರ್ಧಾರಕ್ಕೆ ಖಂಡನೆ — [219, 395, 478, 414]
divider — [27, 1180, 1514, 1181]
zodiac-name: ಮೇಷ — [47, 641, 67, 653]
section-title: ಕರ್ನಾಟಕ — [609, 33, 734, 78]
kidi-title-2: ನುಡಿ — [69, 427, 103, 452]
headline-metro: ತುಮಕೂರಿನವರೆಗೂ ಮೆಟ್ರೋಗೆ ಡಿಪಿಆರ್ ಸಿದ್ಧ: ಜಿ.ಪರಮೇಶ್ವರ್ — [1152, 107, 1494, 161]
body-hasina-b: ಪುಟ 1ರಿಂದ ಢಾಕಾ: ವಿಶೇಷ ನ್ಯಾಯಮಂಡಳಿಯ ಮೂವರು ಸದಸ್ಯರ ಪೀಠ ಸರ್ವಾನುಮತದ ತೀರ್ಪು ನೀಡಿದ್ದು, ಮಾನವೀಯತೆ ವಿರುದ್ಧದ ಅಪರಾಧಗಳ ಐದು ಆರೋಪಗಳ ಪೈಕಿ ಮೂರರಲ್ಲಿ ಹಸೀನಾ ತಪ್ಪಿತಸ್ಥೆ ಎಂದಿದೆ. ಮಾಜಿ ಗೃಹ ಸಚಿವ ಅಸಾದುಜ್ಜಮಾನ್ ಖಾನ್ ಅವರಿಗೂ ಗೈರುಹಾಜರಿಯಲ್ಲೇ ಮರಣದಂಡನೆ ವಿಧಿಸಲಾಗಿದೆ. ಭಾರತದ ಪ್ರತಿಕ್ರಿಯೆ: ನೆರೆಯ ದೇಶದ ಬೆಳವಣಿಗೆಗಳನ್ನು ಸೂಕ್ಷ್ಮವಾಗಿ ಗಮನಿಸುತ್ತಿದ್ದು, ಶಾಂತಿ ಮತ್ತು ಪ್ರಜಾಪ್ರಭುತ್ವದ ಪರ ಭಾರತದ ಬದ್ಧತೆ ಮುಂದುವರಿಯಲಿದೆ ಎಂದು ವಿದೇಶಾಂಗ ಸಚಿವಾಲಯ ಹೇಳಿದೆ. ಗಡಿಯಲ್ಲಿ ಕಟ್ಟೆಚ್ಚರ ವಹಿಸಲಾಗಿದೆ. ಅಂತಾರಾಷ್ಟ್ರೀಯ ಸಮುದಾಯ ತೀರ್ಪಿನ ಬಗ್ಗೆ ಎಚ್ಚರಿಕೆಯ ಪ್ರತಿಕ್ರಿಯೆ ನೀಡಿದೆ. — [553, 1247, 1027, 1319]
page-number: 02 — [1245, 65, 1311, 89]
horoscope — [27, 608, 209, 1107]
jal-jeevan-box — [382, 1236, 537, 1497]
gulika-kala: ಗುಳಿಕಕಾಲ: 12.00 – 1.30 — [27, 1077, 118, 1088]
quote-text: ಜಿಲ್ಲಾಡಳಿತ ಡಿಸೆಂಬರ್‌ನಿಂದ ಹೇಳಿದೆ; ನೀಡುವ ಪ್ರತಿ ಟನ್ ಕಬ್ಬಿಗೆ 3300 ರೂ. ದರ ನಿಗದಿ ಮಾಡಬೇಕು. — [798, 685, 1002, 719]
body-sugarcane-main: ಸಕ್ಕರೆ ಕಾರ್ಖಾನೆಗಳು ಈ ವರ್ಷವೂ ಕಳೆದ ವರ್ಷದ ದರವನ್ನೇ ನೀಡಲು ಮುಂದಾಗಿರುವುದು ರೈತರ ಆಕ್ರೋಶಕ್ಕೆ ಕಾರಣವಾಗಿದೆ. ಪ್ರತಿ ಟನ್ ಕಬ್ಬಿಗೆ 3300 ರೂ. ನಿಗದಿ ಮಾಡುವವರೆಗೆ ಹೋರಾಟ ಮುಂದುವರಿಯಲಿದೆ ಎಂದು ಮುಖಂಡರು ಘೋಷಿಸಿದರು. ಜಿಲ್ಲಾಡಳಿತ ಕಾರ್ಖಾನೆಗಳ ಪರ ನಿಂತಿದೆ ಎಂದು ಆರೋಪಿಸಿದ ಅವರು, ರೈತರ ಬೆವರಿನ ಫಲಕ್ಕೆ ನ್ಯಾಯಯುತ ಬೆಲೆ ಸಿಗಬೇಕು ಎಂದರು. ಕಳೆದ ವರ್ಷ ಪ್ರತಿ ಟನ್‌ಗೆ 2900 ರೂ. ನೀಡಲಾಗಿತ್ತು; ಉತ್ಪಾದನಾ ವೆಚ್ಚ ಏರಿಕೆಯಾಗಿರುವ ಹಿನ್ನೆಲೆಯಲ್ಲಿ ಈ ದರ ಯಾವುದಕ್ಕೂ ಸಾಲದು ಎಂದು ಪ್ರತಿಭಟನಾಕಾರರು ಹೇಳಿದರು. ಬೀಜ, ಗೊಬ್ಬರ, ಕೂಲಿ ದರ ಎಲ್ಲವೂ ದುಪ್ಪಟ್ಟಾಗಿದ್ದು, ಎಕರೆಗೆ ಒಂದು ಲಕ್ಷ ರೂ.ವರೆಗೆ ವೆಚ್ಚವಾಗುತ್ತಿದೆ. ಸರ್ಕಾರ ಕೂಡಲೇ ಮಧ್ಯಪ್ರವೇಶಿಸಿ ರೈತರ ಹಿತ ಕಾಪಾಡಬೇಕು ಎಂದು ಆಗ್ರಹಿಸಿದರು. ಪ್ರತಿಭಟನೆಯಲ್ಲಿ ನೂರಾರು ರೈತರು ಭಾಗವಹಿಸಿದ್ದರು; ಜಿಲ್ಲಾಧಿಕಾರಿ ಮೂಲಕ ಮುಖ್ಯಮಂತ್ರಿಗೆ ಮನವಿ ಸಲ್ಲಿಸಲಾಯಿತು. ಬೇಡಿಕೆ ಈಡೇರದಿದ್ದರೆ ರಾಷ್ಟ್ರೀಯ ಹೆದ್ದಾರಿ ತಡೆ ನಡೆಸುವುದಾಗಿ ಎಚ್ಚರಿಕೆ ನೀಡಿದರು. ಮುಖಂಡರಾದ ಶರಣಬಸಪ್ಪ ಮಮಶೆಟ್ಟಿ, ಮಾರುತಿ ಮಾನ್ಪಡೆ, ಭೀಮಶೆಟ್ಟಿ ಯಂಪಳ್ಳಿ ಸೇರಿದಂತೆ ಹಲವರು ಮಾತನಾಡಿದರು. ಕಬ್ಬು ಅರೆಯುವ ಹಂಗಾಮು ಆರಂಭವಾಗಿ ತಿಂಗಳು ಕಳೆದರೂ ದರ ಘೋಷಣೆಯಾಗದಿರುವುದು ರೈತರನ್ನು ಅತಂತ್ರಕ್ಕೆ ದೂಡಿದೆ. ಸಾಗಣೆ ಮತ್ತು ಕಟಾವು ವೆಚ್ಚ ರೈತರ ಮೇಲೆ ಹೊರಿಸದಂತೆ ಕ್ರಮವಹಿಸಬೇಕು ಎಂದು ಒತ್ತಾಯಿಸಲಾಯಿತು. ಸಭೆಯ ಬಳಿಕ ನಗರದ ಪ್ರಮುಖ ಬೀದಿಗಳಲ್ಲಿ ಮೆರವಣಿಗೆ ನಡೆಸಿ ಸರ್ಕಾರದ ವಿರುದ್ಧ ಘೋಷಣೆ ಕೂಗಲಾಯಿತು. ಡಿಸೆಂಬರ್ ಮೊದಲ ವಾರದೊಳಗೆ ಸ್ಪಷ್ಟ ಆದೇಶ ಹೊರಡಿಸದಿದ್ದರೆ ಅನಿರ್ದಿಷ್ಟಾವಧಿ ಧರಣಿ ಆರಂಭಿಸುವುದಾಗಿ ರೈತ ಸಂಘಟನೆಗಳು ಎಚ್ಚರಿಸಿವೆ. — [219, 822, 1029, 925]
zodiac-text: ವ್ಯವಹಾರದಲ್ಲಿ ಜಾಗ್ರತೆ ಅಗತ್ಯ. ಮಧ್ಯಾಹ್ನದ ನಂತರ ಪರಿಸ್ಥಿತಿ ಸುಧಾರಣೆ. ಮಿತ್ರರ ಸಹಕಾರ. — [122, 940, 209, 972]
anger-box-title: ಸಚಿವರ ವಿರುದ್ಧ ಆಕ್ರೋಶ — [485, 603, 628, 623]
divider — [27, 390, 1514, 391]
body-sugarcane-b: ಸಕ್ಕರೆ ಕಾರ್ಖಾನೆಗಳು ಪ್ರತಿ ಟನ್ ಕಬ್ಬಿಗೆ ಕನಿಷ್ಠ 3300 ರೂ. ನೀಡಬೇಕು ಎಂದು ರೈತರು ಆಗ್ರಹಿಸಿದರು. — [382, 487, 583, 513]
body-aiims: ಕಲ್ಯಾಣ ಕರ್ನಾಟಕ ಭಾಗದ ಬಹುದಿನಗಳ ಬೇಡಿಕೆಯಾದ ರಾಯಚೂರಿನಲ್ಲಿ ಅಖಿಲ ಭಾರತ ವೈದ್ಯಕೀಯ ವಿಜ್ಞಾನ ಸಂಸ್ಥೆ (ಏಮ್ಸ್) ಸ್ಥಾಪನೆಗೆ ಅನುಮೋದನೆ ನೀಡುವಂತೆ ಪ್ರಧಾನಿಗೆ ಮನವಿ ಸಲ್ಲಿಸಲಾಯಿತು. ಈ ಭಾಗದ ಆರೋಗ್ಯ ಸೇವೆ ಸುಧಾರಣೆಗೆ ಇದು ಅಗತ್ಯ ಎಂದು ಸಿಎಂ ವಿವರಿಸಿದರು. ಅಗತ್ಯ ಭೂಮಿ ಗುರುತಿಸಲಾಗಿದ್ದು, ರಾಜ್ಯ ಸರ್ಕಾರ ಉಚಿತವಾಗಿ ನೀಡಲಿದೆ ಎಂದರು. ಕೇಂದ್ರ ಆರೋಗ್ಯ ಸಚಿವಾಲಯದ ತಂಡ ಸ್ಥಳ ಪರಿಶೀಲನೆ ನಡೆಸಲಿದೆ. — [384, 1561, 533, 1709]
body-health-1: ಮಂಗಳೂರು: ವೃತ್ತಿ ಕೇಂದ್ರಗಳ ನೇತ್ರಾಧಿಕಾರಿಗಳ ಅಭ್ಯರ್ಥನೆ ಆಧರಿಸಿ, ಕಡಿಮೆ ಕಾರ್ಯಭಾರ ಹೊಂದಿರುವ ಪ್ರಾಥಮಿಕ ಆರೋಗ್ಯ ಕೇಂದ್ರಗಳ ನೇತ್ರಾಧಿಕಾರಿಗಳನ್ನು ಅಗತ್ಯವಿರುವ ಕೇಂದ್ರಗಳಿಗೆ ಸ್ಥಳಾಂತರಿಸುವಂತೆ ಆರೋಗ್ಯ ಇಲಾಖೆ ಆದೇಶ ಹೊರಡಿಸಿದೆ. ನೇತ್ರಾಧಿಕಾರಿಗಳ ಲಭ್ಯತೆಯ ಹಿನ್ನೆಲೆಯಲ್ಲಿ, ಪ್ರಭಾರ ಕಡಿಮೆ ಇರುವ ಘಟಕಗಳ ವರದಿ ತಯಾರಿಸುವಂತೆ ಜಿಲ್ಲಾ ಆರೋಗ್ಯಾಧಿಕಾರಿಗಳಿಗೆ ಸೂಚಿಸಲಾಗಿದೆ ಎಂದು ಆದೇಶದಲ್ಲಿ ತಿಳಿಸಲಾಗಿದೆ. ಸುಮಾರು 83 ತಾಲೂಕು ಆಸ್ಪತ್ರೆ ಹಾಗೂ 34 ಸಮುದಾಯ ಆರೋಗ್ಯ ಕೇಂದ್ರಗಳಲ್ಲಿ ವಾರಕ್ಕೆ 200ಕ್ಕೂ ಹೆಚ್ಚು ಕಣ್ಣಿನ ಶಸ್ತ್ರಚಿಕಿತ್ಸೆ ನಡೆಯುತ್ತಿದ್ದು, ಇಂತಹ ಕೇಂದ್ರಗಳಲ್ಲಿ ಹೆಚ್ಚುವರಿ ಸಿಬ್ಬಂದಿ ಅಗತ್ಯವಿದೆ ಎಂದು ವರದಿ ಹೇಳಿದೆ. — [27, 172, 524, 244]
headline-sugarcane: ಕಬ್ಬು ಬೆಳೆಗಾರರ ಪ್ರತಿಭಟನೆ — [219, 415, 579, 462]
lucky-number: ಅದೃಷ್ಟ ಸಂಖ್ಯೆ: 8,0,9,2 — [27, 1092, 105, 1104]
continued-from-page1-badge: ಪುಟ 1ರಿಂದ — [553, 1248, 585, 1280]
kidi-nudi-box — [27, 399, 211, 601]
body-sugarcane-a: ಕಲಬುರಗಿ: ಜಿಲ್ಲೆಯ ಕಬ್ಬು ಬೆಳೆಗಾರರಿಗೆ ಸೂಕ್ತ ದರ ಕೊಡಿಸುವಲ್ಲಿ ಜಿಲ್ಲಾಡಳಿತ ವಿಫಲವಾಗಿದೆ ಎಂದು ಆರೋಪಿಸಿ, ಪ್ರತಿ ಟನ್ ಕಬ್ಬಿಗೆ 3300 ರೂ. ದರ ಘೋಷಿಸುವಂತೆ ಒತ್ತಾಯಿಸಿ ಪ್ರಾಂತ ರೈತ ಸಂಘದ ನೇತೃತ್ವದಲ್ಲಿ ನೂರಾರು ಕಬ್ಬು ಬೆಳೆಗಾರರು ನಗರದ ಜಿಲ್ಲಾಧಿಕಾರಿ ಕಚೇರಿ ಎದುರು ಬೃಹತ್ ಪ್ರತಿಭಟನೆ ನಡೆಸಿದರು. — [219, 487, 372, 589]
masthead-slashes-icon — [1196, 67, 1242, 87]
zodiac-name: ಮೀನ — [142, 995, 161, 1008]
horoscope-item — [27, 710, 114, 773]
zodiac-name: ಧನು — [142, 782, 158, 795]
weekday-badge: ಮಂಗಳವಾರ — [27, 31, 92, 49]
quantum-photo-drawing — [1306, 456, 1515, 596]
horoscope-item — [123, 781, 210, 844]
jal-jeevan-title: ಜಲಜೀವನ ಮಿಷನ್ — [415, 1245, 504, 1260]
anger-box — [382, 593, 731, 812]
editorial-cartoon — [533, 117, 729, 384]
kidi-item: ◆ ಆದರೆ ನೆರೆಯವರ ಪ್ರಕಾರ ಪ್ರತಿಯೊಂದು ಬೆಲೆ ಏರಿಕೆಯೂ ಹೆಗಲೇರುವುದು ಜನಸಾಮಾನ್ಯರ ಚೀಲದ ಮೇಲೆ ಎಂಬುದನ್ನು ಅವರು ಮರೆತಿದ್ದಾರೆ – ಗೋಣಿಮರದವರು — [40, 514, 202, 566]
divider — [831, 1798, 832, 2353]
kidi-item: ◆ ಕರ್ನಾಟಕ ಸರ್ಕಾರದ ಪ್ರತಿಯೊಂದು ಯೋಜನೆಗಳೂ ಸಮಿತಿಗಳ ಕೃಪೆಯಿಂದ ಜನರಿಗೆ ತಲುಪುತ್ತಿಲ್ಲ ಎಂಬ ಆಕ್ರೋಶ ಸಚಿವರ ವಿರುದ್ಧವೇ ಕೇಳಿಬರುತ್ತಿದೆ – ಅರ್ಕಾವತಿ — [40, 469, 202, 508]
quantum-photo — [1305, 455, 1516, 597]
registration-marks — [960, 2361, 1013, 2371]
zodiac-text: ಒತ್ತಡದ ದಿನ; ನಿಧಾನ ನಡೆ ಉತ್ತಮ. ಸ್ನೇಹಿತರ ನೆರವು ದೊರೆಯುವುದು. ಧಾರ್ಮಿಕ ಕಾರ್ಯದಲ್ಲಿ ಭಾಗಿ. — [27, 797, 114, 842]
body-rape: ಯಲಹಂಕ: ಮನೆಗೆಲಸದ ಮಹಿಳೆಗೆ ಮತ್ತು ಬರಿಸುವ ಪದಾರ್ಥ ನೀಡಿ ಸಾಮೂಹಿಕ ಅತ್ಯಾಚಾರ ಎಸಗಿದ ಘಟನೆ ತಡವಾಗಿ ಬೆಳಕಿಗೆ ಬಂದಿದೆ. ಸಂತ್ರಸ್ತೆಯ ದೂರಿನ ಮೇರೆಗೆ ಮೂವರು ಆರೋಪಿಗಳನ್ನು ಪೊಲೀಸರು ಬಂಧಿಸಿದ್ದಾರೆ. ಪರಿಚಯಸ್ಥನೊಬ್ಬ ಕಾರ್ಯಕ್ರಮವೊಂದಕ್ಕೆ ಆಹ್ವಾನಿಸಿ ತಂಪು ಪಾನೀಯದಲ್ಲಿ ಮತ್ತು ಬರಿಸುವ ಪದಾರ್ಥ ಬೆರೆಸಿ ನೀಡಿದ್ದ ಎಂದು ದೂರಿನಲ್ಲಿ ತಿಳಿಸಲಾಗಿದೆ. ಪ್ರಜ್ಞೆ ತಪ್ಪಿದ ಸಂತ್ರಸ್ತೆಯನ್ನು ನಿರ್ಜನ ಪ್ರದೇಶಕ್ಕೆ ಕರೆದೊಯ್ದು ದೌರ್ಜನ್ಯ ಎಸಗಲಾಗಿದೆ. ಘಟನೆಯ ಬಗ್ಗೆ ಯಾರಿಗಾದರೂ ತಿಳಿಸಿದರೆ ಜೀವ ಬೆದರಿಕೆ ಹಾಕಿದ್ದರಿಂದ ಸಂತ್ರಸ್ತೆ ಭಯಗೊಂಡಿದ್ದಳು ಎನ್ನಲಾಗಿದೆ. ಧೈರ್ಯ ಮಾಡಿ ಮಹಿಳಾ ಠಾಣೆಗೆ ದೂರು ನೀಡಿದ ಬಳಿಕ ಪ್ರಕರಣ ದಾಖಲಿಸಿಕೊಂಡ ಪೊಲೀಸರು ತನಿಖೆ ಚುರುಕುಗೊಳಿಸಿದರು. ವೈದ್ಯಕೀಯ ಪರೀಕ್ಷೆ ವರದಿ ಆಧರಿಸಿ ಆರೋಪಿಗಳನ್ನು ವಶಕ್ಕೆ ಪಡೆಯಲಾಗಿದೆ. ಆರೋಪಿಗಳ ವಿರುದ್ಧ ಕಠಿಣ ಕ್ರಮ ಕೈಗೊಳ್ಳುವಂತೆ ಮಹಿಳಾ ಸಂಘಟನೆಗಳು ಆಗ್ರಹಿಸಿವೆ. ಸಂತ್ರಸ್ತೆಗೆ ಸೂಕ್ತ ರಕ್ಷಣೆ ಹಾಗೂ ಪರಿಹಾರ ನೀಡುವಂತೆ ಒತ್ತಾಯಿಸಿ ಠಾಣೆ ಎದುರು ಪ್ರತಿಭಟನೆ ನಡೆಸಲಾಯಿತು. ಹೆಚ್ಚಿನ ತನಿಖೆಗಾಗಿ ವಿಶೇಷ ತಂಡ ರಚಿಸಲಾಗಿದ್ದು, ಇನ್ನಿಬ್ಬರು ಶಂಕಿತರ ಪಾತ್ರದ ಬಗ್ಗೆ ಪರಿಶೀಲನೆ ನಡೆದಿದೆ ಎಂದು ಹಿರಿಯ ಅಧಿಕಾರಿಗಳು ತಿಳಿಸಿದ್ದಾರೆ. ಆರೋಪಿಗಳನ್ನು ನ್ಯಾಯಾಂಗ ಬಂಧನಕ್ಕೆ ಒಪ್ಪಿಸಲಾಗಿದ್ದು, ಪ್ರಕರಣದ ವಿಚಾರಣೆ ತ್ವರಿತ ನ್ಯಾಯಾಲಯದಲ್ಲಿ ನಡೆಸುವಂತೆ ಮನವಿ ಮಾಡಲಾಗಿದೆ. — [27, 1277, 209, 1622]
pull-quote — [747, 683, 1025, 810]
divider — [543, 1787, 1514, 1788]
horoscope-item — [123, 710, 210, 773]
horoscope-item — [123, 923, 210, 986]
cartoon-drawing — [534, 191, 728, 369]
anger-box-body: ಮುಖ್ಯಮಂತ್ರಿ ಕಬ್ಬು ಬೆಳೆಗಾರರನ್ನು ವಿಶ್ವಾಸಕ್ಕೆ ತೆಗೆದುಕೊಳ್ಳದೇ ದರ ನಿಗದಿ ಮಾಡಿದ್ದಾರೆ; ಇದನ್ನು ಒಪ್ಪಲು ಸಾಧ್ಯವಿಲ್ಲ ಎಂದು ರೈತ ಮುಖಂಡರು ಆಕ್ರೋಶ ವ್ಯಕ್ತಪಡಿಸಿದರು. ಟನ್ ಕಬ್ಬಿಗೆ 3300 ರೂ. ಘೋಷಿಸುವವರೆಗೆ ಹೋರಾಟ ನಿಲ್ಲದು; ಸಚಿವರ ಮನೆ ಎದುರು ಧರಣಿ ನಡೆಸುವುದಾಗಿ ಎಚ್ಚರಿಕೆ ನೀಡಿದರು. ಜಿಲ್ಲೆಗೆ 2900 ರೂ. ಘೋಷಣೆ ಮಾಡಿದ್ದ ಪ್ರಸ್ತಾವ ವಾಪಸ್ ಪಡೆಯಬೇಕು ಎಂದು ಒತ್ತಾಯಿಸಿದರು. — [393, 631, 720, 700]
dateline: ಮಂಗಳೂರು: — [27, 172, 71, 183]
divider — [1121, 106, 1122, 386]
